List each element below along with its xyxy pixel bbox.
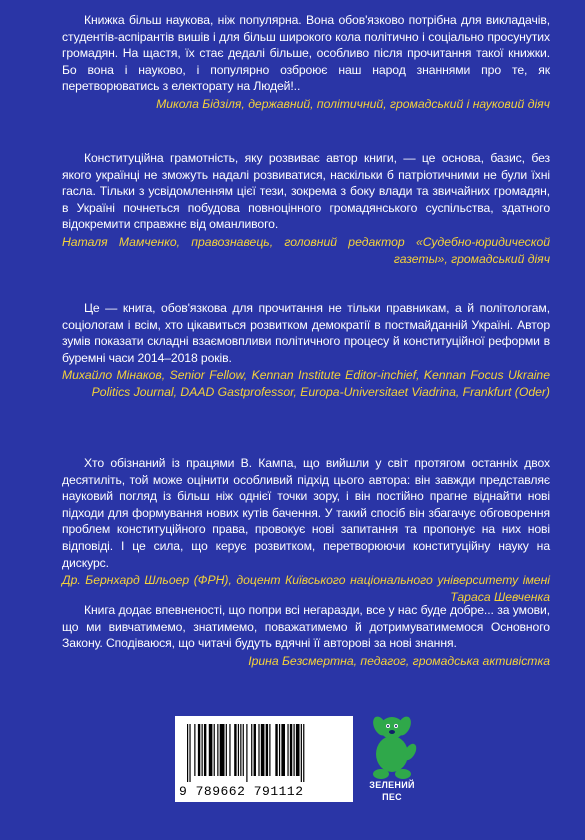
barcode-bar [266, 724, 268, 776]
barcode-bar [279, 724, 280, 776]
barcode-bar [194, 724, 195, 776]
review-quote: Конституційна грамотність, яку розвиває автор книги, — це основа, базис, без якого українці не зможуть надалі розвиватися, наскільки б патріотичними не були їхні гасла. Тільки з усвідомленням цієї тези, зокрема з боку влади та звичайних громадян, в Україні почнеться побудова повноцінного громадянського суспільства, здатного відокремити справжнє від оманливого. [62, 151, 550, 232]
barcode-bar [246, 724, 247, 782]
barcode-bar [229, 724, 230, 776]
barcode-bar [217, 724, 218, 776]
publisher-name-line2: ПЕС [382, 792, 402, 802]
barcode-bar [240, 724, 241, 776]
review-2 [62, 150, 550, 267]
review-quote: Книга додає впевненості, що попри всі негаразди, все у нас буде добре... за умови, що ми вивчатимемо, знатимемо, поважатимемо й дотримуватимемося Основного Закону. Сподіваюся, що читачі будуть вдячні її авторові за нові знання. [62, 603, 550, 651]
review-author: Ірина Безсмертна, педагог, громадська активістка [248, 653, 550, 668]
barcode-bar [187, 724, 188, 782]
review-5 [62, 602, 550, 669]
green-dog-icon [362, 712, 422, 782]
review-4 [62, 455, 550, 605]
barcode-bar [261, 724, 265, 776]
barcode-digits: 9 789662 791112 [179, 784, 304, 799]
barcode-bar [226, 724, 227, 776]
barcode-bar [254, 724, 256, 776]
review-quote: Це — книга, обов'язкова для прочитання не тільки правникам, а й політологам, соціологам і всім, хто цікавиться розвитком демократії в постмайданній Україні. Автор зумів показати складні взаємовпливи політичного процесу й конституційної реформи в буремні часи 2014–2018 років. [62, 301, 550, 365]
publisher-name-line1: ЗЕЛЕНИЙ [369, 780, 415, 790]
review-3 [62, 300, 550, 401]
isbn-barcode [175, 716, 353, 802]
publisher-logo [362, 712, 422, 808]
barcode-bar [189, 724, 190, 782]
barcode-bar [204, 724, 206, 776]
review-author: Др. Бернхард Шльоер (ФРН), доцент Київського національного університету імені Тараса Шевченка [62, 573, 550, 604]
barcode-bar [290, 724, 292, 776]
barcode-bar [281, 724, 285, 776]
barcode-bar [301, 724, 302, 782]
barcode-bars [183, 724, 345, 782]
barcode-bar [303, 724, 304, 782]
barcode-bar [238, 724, 239, 776]
barcode-bar [258, 724, 259, 776]
barcode-bar [202, 724, 203, 776]
barcode-bar [269, 724, 270, 776]
review-author: Наталя Мамченко, правознавець, головний редактор «Судебно-юридической газеты», громадський діяч [62, 234, 550, 266]
review-1 [62, 12, 550, 113]
barcode-bar [198, 724, 200, 776]
barcode-bar [234, 724, 236, 776]
review-quote: Хто обізнаний із працями В. Кампа, що вийшли у світ протягом останніх двох десятиліть, той може оцінити особливий підхід цього автора: він завжди представляє науковий погляд із більш ніж однієї точки зору, і він постійно прагне віднайти нові підходи для формування нових кутів бачення. У такий спосіб він збагачує обговорення проблем конституційного права, провокує нові запитання та пропонує на них нові відповіді. І це сила, що керує розвитком, перетворюючи конституційну науку на дискурс. [62, 456, 550, 570]
barcode-bar [209, 724, 213, 776]
barcode-bar [243, 724, 244, 776]
barcode-bar [293, 724, 294, 776]
barcode-bar [214, 724, 215, 776]
barcode-bar [220, 724, 225, 776]
barcode-bar [275, 724, 277, 776]
review-author: Михайло Мінаков, Senior Fellow, Kennan Institute Editor-inchief, Kennan Focus Ukraine Politics Journal, DAAD Gastprofessor, Europa-Universitaet Viadrina, Frankfurt (Oder) [62, 368, 550, 399]
barcode-bar [296, 724, 300, 776]
barcode-bar [251, 724, 252, 776]
barcode-bar [287, 724, 288, 776]
review-author: Микола Бідзіля, державний, політичний, громадський і науковий діяч [156, 96, 550, 111]
review-quote: Книжка більш наукова, ніж популярна. Вона обов'язково потрібна для викладачів, студентів-аспірантів вишів і для більш широкого кола політично і соціально просунутих громадян. На щастя, їх стає дедалі більше, особливо після прочитання такої книжки. Бо вона і науково, і популярно озброює наш народ знаннями про те, як перетворюватись з електорату на Людей!.. [62, 13, 550, 94]
